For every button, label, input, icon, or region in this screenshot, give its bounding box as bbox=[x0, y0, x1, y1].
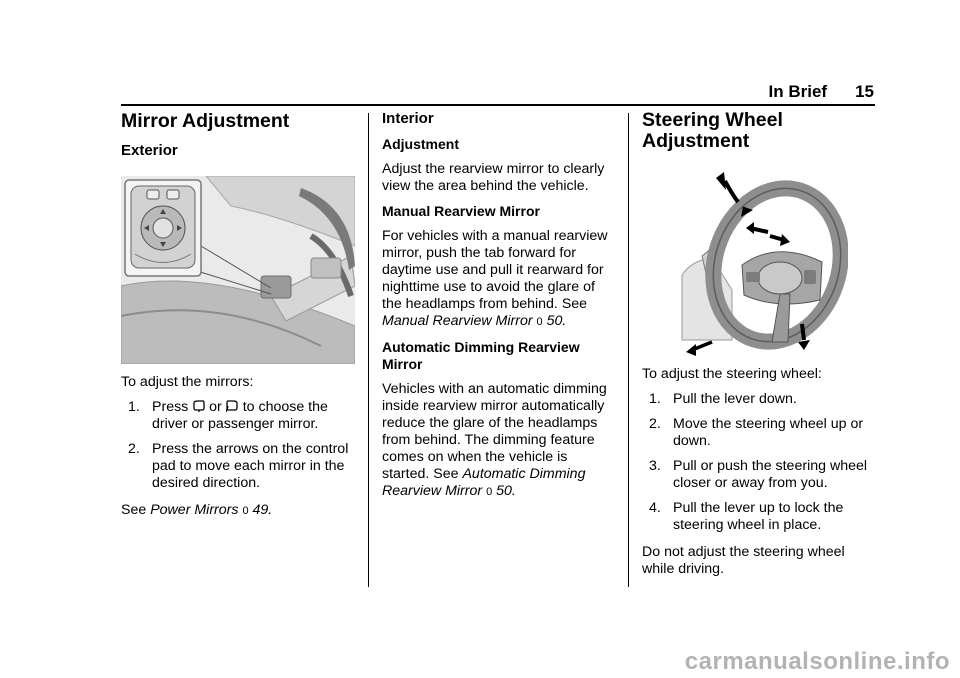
mirrors-intro: To adjust the mirrors: bbox=[121, 374, 254, 390]
step-text: Pull the lever up to lock the steering wheel in place. bbox=[673, 500, 844, 533]
step-line2: driver or passenger mirror. bbox=[152, 416, 319, 432]
auto-dimming-text bbox=[382, 381, 614, 501]
power-mirrors-link[interactable]: Power Mirrors bbox=[150, 502, 239, 518]
steering-step-3 bbox=[642, 458, 878, 492]
manual-mirror-page[interactable]: 50. bbox=[546, 313, 567, 329]
step-number: 2. bbox=[128, 441, 140, 457]
see-prefix: See bbox=[121, 502, 147, 518]
step-number: 2. bbox=[649, 416, 661, 432]
steering-wheel-adjustment-illustration bbox=[672, 170, 848, 356]
steering-warning: Do not adjust the steering wheel while driving. bbox=[642, 544, 845, 577]
step-text: Press the arrows on the control pad to move each mirror in the desired direction. bbox=[152, 441, 349, 491]
left-mirror-icon bbox=[192, 400, 205, 412]
adjustment-heading: Adjustment bbox=[382, 136, 459, 152]
step-or-text: or bbox=[209, 399, 222, 415]
step-text: Pull the lever down. bbox=[673, 391, 797, 407]
auto-dimming-body: Vehicles with an automatic dimming inside rearview mirror automatically reduce the glare of the headlamps from behind. The dimming feature comes on when the vehicle is started. See bbox=[382, 381, 607, 482]
step-number: 3. bbox=[649, 458, 661, 474]
manual-mirror-body: For vehicles with a manual rearview mirror, push the tab forward for daytime use and pull it rearward for nighttime use to avoid the glare of the headlamps from behind. See bbox=[382, 228, 608, 312]
mirror-adjustment-title: Mirror Adjustment bbox=[121, 110, 290, 132]
mirror-control-switch-illustration bbox=[121, 176, 355, 364]
see-power-mirrors bbox=[121, 502, 357, 520]
exterior-heading: Exterior bbox=[121, 142, 178, 159]
mirror-steps-list bbox=[121, 399, 357, 492]
running-head bbox=[769, 82, 874, 102]
page-ref-arrow-icon: 0 bbox=[536, 316, 543, 328]
right-mirror-icon bbox=[226, 400, 239, 412]
page-number: 15 bbox=[855, 82, 874, 101]
column-divider-2 bbox=[628, 113, 629, 587]
page-ref-arrow-icon: 0 bbox=[242, 505, 249, 517]
header-rule bbox=[121, 104, 875, 106]
step-press-text: Press bbox=[152, 399, 189, 415]
steering-steps-list bbox=[642, 391, 878, 534]
column-mirror-adjustment bbox=[121, 110, 357, 520]
manual-mirror-link[interactable]: Manual Rearview Mirror bbox=[382, 313, 533, 329]
step-after-text: to choose the bbox=[242, 399, 328, 415]
watermark: carmanualsonline.info bbox=[684, 648, 950, 675]
step-number: 4. bbox=[649, 500, 661, 516]
steering-step-4 bbox=[642, 500, 878, 534]
mirror-step-1 bbox=[121, 399, 357, 433]
page-ref[interactable]: 49. bbox=[252, 502, 273, 518]
adjustment-text: Adjust the rearview mirror to clearly view the area behind the vehicle. bbox=[382, 161, 605, 194]
step-text: Pull or push the steering wheel closer or away from you. bbox=[673, 458, 868, 491]
section-title: In Brief bbox=[768, 82, 828, 101]
steering-step-1 bbox=[642, 391, 878, 408]
auto-dimming-link[interactable]: Automatic Dimming Rearview Mirror bbox=[382, 466, 586, 499]
column-steering-wheel bbox=[642, 110, 878, 578]
manual-mirror-text bbox=[382, 228, 614, 331]
manual-mirror-heading: Manual Rearview Mirror bbox=[382, 203, 540, 219]
page-ref-arrow-icon: 0 bbox=[486, 486, 493, 498]
step-number: 1. bbox=[649, 391, 661, 407]
mirror-step-2 bbox=[121, 441, 357, 492]
column-interior bbox=[382, 110, 614, 501]
steering-intro: To adjust the steering wheel: bbox=[642, 366, 822, 382]
steering-step-2 bbox=[642, 416, 878, 450]
step-number: 1. bbox=[128, 399, 140, 415]
auto-dimming-page[interactable]: 50. bbox=[496, 483, 516, 499]
auto-dimming-heading: Automatic Dimming Rearview Mirror bbox=[382, 339, 580, 372]
steering-wheel-title: Steering Wheel Adjustment bbox=[642, 109, 783, 152]
column-divider-1 bbox=[368, 113, 369, 587]
interior-heading: Interior bbox=[382, 110, 434, 127]
step-text: Move the steering wheel up or down. bbox=[673, 416, 864, 449]
